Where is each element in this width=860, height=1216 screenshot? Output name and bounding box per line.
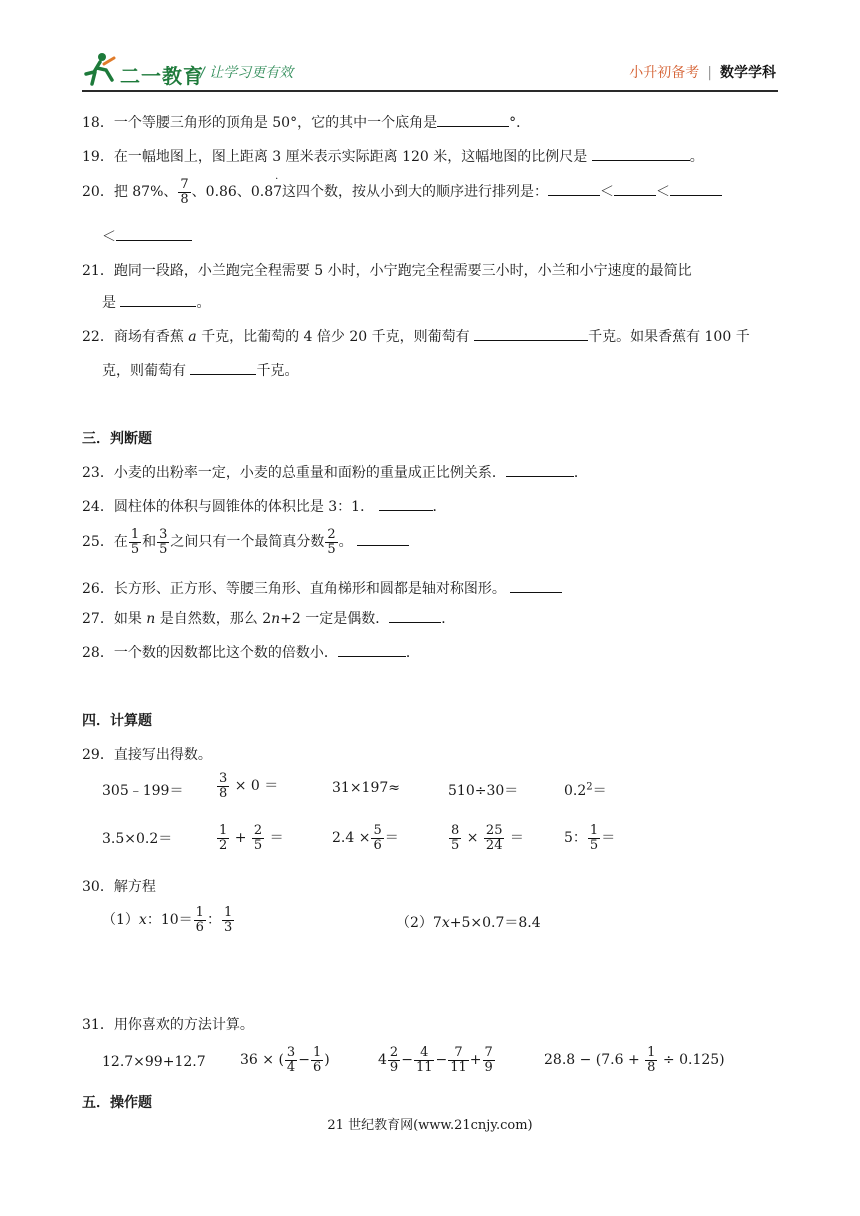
question-21: [82, 260, 692, 280]
q31-e2-frac-1: [285, 1046, 297, 1074]
q30-p2-b: +5×0.7＝8.4: [449, 915, 541, 931]
q29-r1c5-eq: ＝: [592, 783, 607, 799]
q24-text: 24．圆柱体的体积与圆锥体的体积比是 3：1．: [82, 499, 375, 515]
q20-lt-1: ＜: [600, 184, 615, 201]
q23-blank[interactable]: [506, 462, 574, 477]
q31-e2-b: ): [324, 1052, 330, 1069]
q20-blank-4[interactable]: [116, 226, 192, 241]
q29-r2c5-den: 5: [589, 837, 599, 853]
q20-text-b: 、0.86、0.8: [191, 184, 274, 201]
q29-r2c3: [332, 824, 399, 852]
q29-r1c2-den: 8: [219, 785, 228, 801]
q29-r2c2-bd: 5: [253, 837, 263, 853]
logo: [82, 52, 118, 90]
q29-r2c4-frac-b: [484, 824, 505, 852]
question-27: [82, 608, 455, 628]
q31-e4-b: ÷ 0.125): [662, 1052, 725, 1069]
q29-r2c4-op: ×: [466, 830, 479, 847]
q29-r2c5-num: 1: [589, 823, 599, 838]
q21-blank[interactable]: [120, 292, 196, 307]
q20-frac-num: 7: [180, 177, 189, 192]
q29-r2c2-frac-b: [252, 824, 264, 852]
q25-f1-den: 5: [130, 541, 140, 557]
q31-expr-2: [240, 1046, 330, 1074]
q29-r2c4-an: 8: [451, 823, 460, 838]
q30-p2-label: （2）7: [396, 915, 442, 931]
q24-tail: ．: [432, 499, 447, 515]
q27-tail: ．: [441, 611, 456, 627]
q18-text: 18．一个等腰三角形的顶角是 50°，它的其中一个底角是: [82, 115, 438, 131]
question-23: [82, 462, 588, 482]
question-28: [82, 642, 420, 662]
q31-e3-frac-1: [388, 1046, 400, 1074]
q21-line2: 是: [102, 295, 116, 311]
section-4-title: 四．计算题: [82, 713, 152, 729]
q20-repeat-digit: 7: [273, 184, 283, 201]
q18-tail: °．: [509, 115, 531, 131]
q28-blank[interactable]: [338, 642, 406, 657]
q31-e3-f4-den: 9: [484, 1059, 493, 1075]
q30-p1-frac-2: [222, 906, 234, 934]
question-20: [82, 174, 722, 207]
q31-e2-f1-num: 3: [286, 1045, 296, 1060]
q19-tail: 。: [689, 149, 704, 165]
q30-p1-var: x: [138, 912, 147, 929]
q19-text: 19．在一幅地图上，图上距离 3 厘米表示实际距离 120 米，这幅地图的比例尺是: [82, 149, 588, 165]
q22-text-b: 千克，比葡萄的 4 倍少 20 千克，则葡萄有: [201, 329, 470, 345]
q26-blank[interactable]: [510, 578, 562, 593]
header-separator: |: [707, 65, 712, 81]
q31-e3-frac-2: [414, 1046, 435, 1074]
q21-line1: 21．跑同一段路，小兰跑完全程需要 5 小时，小宁跑完全程需要三小时，小兰和小宁速度的最简比: [82, 263, 692, 279]
q31-e3-f2-num: 4: [414, 1046, 435, 1061]
question-24: [82, 496, 447, 516]
q29-r1c3: 31×197≈: [332, 780, 400, 796]
q29-r2c1: 3.5×0.2＝: [102, 831, 173, 847]
runner-logo-icon: [82, 52, 118, 86]
question-20-line2: [102, 226, 192, 246]
q31-e3-whole: 4: [378, 1052, 387, 1069]
q29-r2c5-a: 5：: [564, 830, 587, 847]
q29-r1c5: [564, 780, 607, 800]
q22-var: a: [188, 329, 197, 345]
q30-p1-frac-1: [194, 906, 206, 934]
q20-lt-3: ＜: [102, 229, 116, 245]
q29-r1c1: 305﹣199＝: [102, 783, 184, 799]
q29-r2c2-bn: 2: [253, 823, 263, 838]
q29-r1c2: [216, 772, 278, 800]
q31-e3-op1: −: [401, 1052, 413, 1069]
q25-f3-den: 5: [327, 541, 336, 557]
q27-text-a: 27．如果: [82, 611, 142, 627]
q31-e2-f2-den: 6: [312, 1059, 322, 1075]
q29-r2c5-frac: [588, 824, 600, 852]
question-22-line2: [102, 360, 298, 380]
q31-e3-f1-num: 2: [389, 1045, 399, 1060]
q26-text: 26．长方形、正方形、等腰三角形、直角梯形和圆都是轴对称图形。: [82, 581, 506, 597]
q31-e3-frac-3: [448, 1046, 469, 1074]
question-22: [82, 326, 750, 346]
q18-blank[interactable]: [437, 112, 509, 127]
q31-expr-1: 12.7×99+12.7: [102, 1054, 206, 1070]
q31-e4-den: 8: [647, 1059, 656, 1075]
q28-tail: ．: [405, 645, 420, 661]
q29-r2c2-ad: 2: [219, 837, 228, 853]
q31-e3-f1-den: 9: [389, 1059, 399, 1075]
q22-blank-2[interactable]: [190, 360, 256, 375]
q25-blank[interactable]: [357, 531, 409, 546]
q20-blank-2[interactable]: [614, 181, 656, 196]
q29-r2c4-bn: 25: [485, 823, 503, 838]
q21-tail: 。: [196, 295, 211, 311]
q29-r2c4-ad: 5: [451, 837, 460, 853]
logo-text: 二一教育: [120, 64, 204, 88]
q25-text-a: 25．在: [82, 534, 128, 551]
q31-e3-f3-den: 11: [450, 1059, 467, 1075]
q20-text-d: 这四个数，按从小到大的顺序进行排列是：: [282, 184, 549, 201]
q23-text: 23．小麦的出粉率一定，小麦的总重量和面粉的重量成正比例关系．: [82, 465, 506, 481]
q29-r1c5-base: 0.2: [564, 783, 587, 799]
q31-e3-frac-4: [483, 1046, 495, 1074]
q29-r1c4: 510÷30＝: [448, 783, 519, 799]
header-divider: [82, 90, 778, 92]
q31-e4-a: 28.8 − (7.6 +: [544, 1052, 640, 1069]
question-21-line2: [102, 292, 210, 312]
q29-r1c5-exp: 2: [586, 781, 593, 793]
section-5-title: 五．操作题: [82, 1095, 152, 1111]
q25-text-d: 。: [338, 534, 353, 551]
q29-r1c2-text: × 0 ＝: [234, 778, 279, 795]
q31-e3-op3: +: [469, 1052, 482, 1069]
q31-e3-f3-num: 7: [448, 1046, 469, 1061]
q25-f2-num: 3: [159, 527, 168, 542]
q29-r2c4-bd: 24: [485, 837, 503, 853]
q25-text-c: 之间只有一个最简真分数: [170, 534, 325, 551]
q25-f3-num: 2: [327, 527, 336, 542]
q23-tail: ．: [573, 465, 588, 481]
question-19: [82, 146, 704, 166]
q31-expr-3: [378, 1046, 496, 1074]
q30-part1: [102, 906, 235, 934]
header-subject: 数学学科: [720, 65, 776, 81]
q30-p1-f1-den: 6: [195, 919, 204, 935]
q29-r2c5: [564, 824, 615, 852]
q25-frac-2: [157, 528, 169, 556]
header-right: [629, 62, 776, 82]
q22-text-a: 22．商场有香蕉: [82, 329, 184, 345]
q29-r2c3-num: 5: [373, 823, 382, 838]
q27-var2: n: [271, 611, 281, 627]
q31-title: 31．用你喜欢的方法计算。: [82, 1017, 254, 1033]
q29-r2c3-eq: ＝: [384, 830, 399, 847]
q29-title: 29．直接写出得数。: [82, 747, 212, 763]
q31-e2-a: 36 × (: [240, 1052, 284, 1069]
q22-line2b: 千克。: [256, 363, 299, 379]
q22-blank-1[interactable]: [474, 326, 588, 341]
q31-e3-op2: −: [435, 1052, 448, 1069]
q29-r2c2: [216, 824, 284, 852]
header-exam: 小升初备考: [629, 65, 700, 81]
q29-r2c2-frac-a: [217, 824, 229, 852]
q25-text-b: 和: [142, 534, 157, 551]
q27-blank[interactable]: [389, 608, 441, 623]
q30-p1-f2-den: 3: [223, 919, 233, 935]
q22-text-c: 千克。如果香蕉有 100 千: [588, 329, 750, 345]
section-3-title: 三．判断题: [82, 431, 152, 447]
q31-e2-frac-2: [311, 1046, 323, 1074]
q20-repeating: · 7: [273, 174, 283, 201]
q24-blank[interactable]: [379, 496, 433, 511]
question-25: [82, 528, 409, 556]
q30-p1-colon: ：: [206, 912, 221, 929]
q29-r2c4-frac-a: [449, 824, 461, 852]
q29-r2c4-eq: ＝: [509, 830, 524, 847]
q20-frac-den: 8: [180, 191, 189, 207]
q30-p1-f1-num: 1: [195, 905, 204, 920]
q29-r2c3-frac: [371, 824, 383, 852]
q30-p2-var: x: [441, 915, 450, 931]
q29-r2c2-eq: ＝: [269, 830, 284, 847]
q29-r2c2-op: +: [234, 830, 247, 847]
q29-r1c2-frac: [217, 772, 229, 800]
q28-text: 28．一个数的因数都比这个数的倍数小．: [82, 645, 338, 661]
q25-f1-num: 1: [130, 527, 140, 542]
q30-p1-f2-num: 1: [223, 905, 233, 920]
q29-r2c3-a: 2.4 ×: [332, 830, 371, 847]
q29-r2c3-den: 6: [373, 837, 382, 853]
slogan: / 让学习更有效: [200, 65, 294, 81]
q20-blank-1[interactable]: [548, 181, 600, 196]
q29-r2c4: [448, 824, 524, 852]
q31-e3-f4-num: 7: [484, 1045, 493, 1060]
q27-text-b: 是自然数，那么 2: [159, 611, 272, 627]
q31-e2-op: −: [298, 1052, 310, 1069]
q30-part2: [396, 912, 541, 932]
q31-e4-frac: [645, 1046, 657, 1074]
q31-e3-f2-den: 11: [415, 1059, 433, 1075]
q20-fraction: [178, 178, 190, 206]
q20-text-a: 20．把 87%、: [82, 184, 178, 201]
q31-e2-f2-num: 1: [312, 1045, 322, 1060]
q31-e4-num: 1: [647, 1045, 656, 1060]
q25-frac-1: [129, 528, 141, 556]
q30-p1-b: ：10＝: [146, 912, 193, 929]
q22-line2a: 克，则葡萄有: [102, 363, 186, 379]
q29-r1c2-num: 3: [219, 771, 228, 786]
q25-f2-den: 5: [159, 541, 168, 557]
q30-p1-label: （1）: [102, 912, 139, 929]
q25-frac-3: [325, 528, 337, 556]
question-18: [82, 112, 530, 132]
q27-var: n: [146, 611, 156, 627]
question-26: [82, 578, 562, 598]
q19-blank[interactable]: [592, 146, 690, 161]
q29-r2c5-eq: ＝: [601, 830, 616, 847]
q29-r2c2-an: 1: [219, 823, 228, 838]
q30-title: 30．解方程: [82, 879, 156, 895]
page-footer: 21 世纪教育网(www.21cnjy.com): [327, 1118, 533, 1133]
q31-expr-4: [544, 1046, 725, 1074]
q27-text-c: +2 一定是偶数．: [280, 611, 390, 627]
q31-e2-f1-den: 4: [286, 1059, 296, 1075]
q20-blank-3[interactable]: [670, 181, 722, 196]
q20-lt-2: ＜: [656, 184, 671, 201]
